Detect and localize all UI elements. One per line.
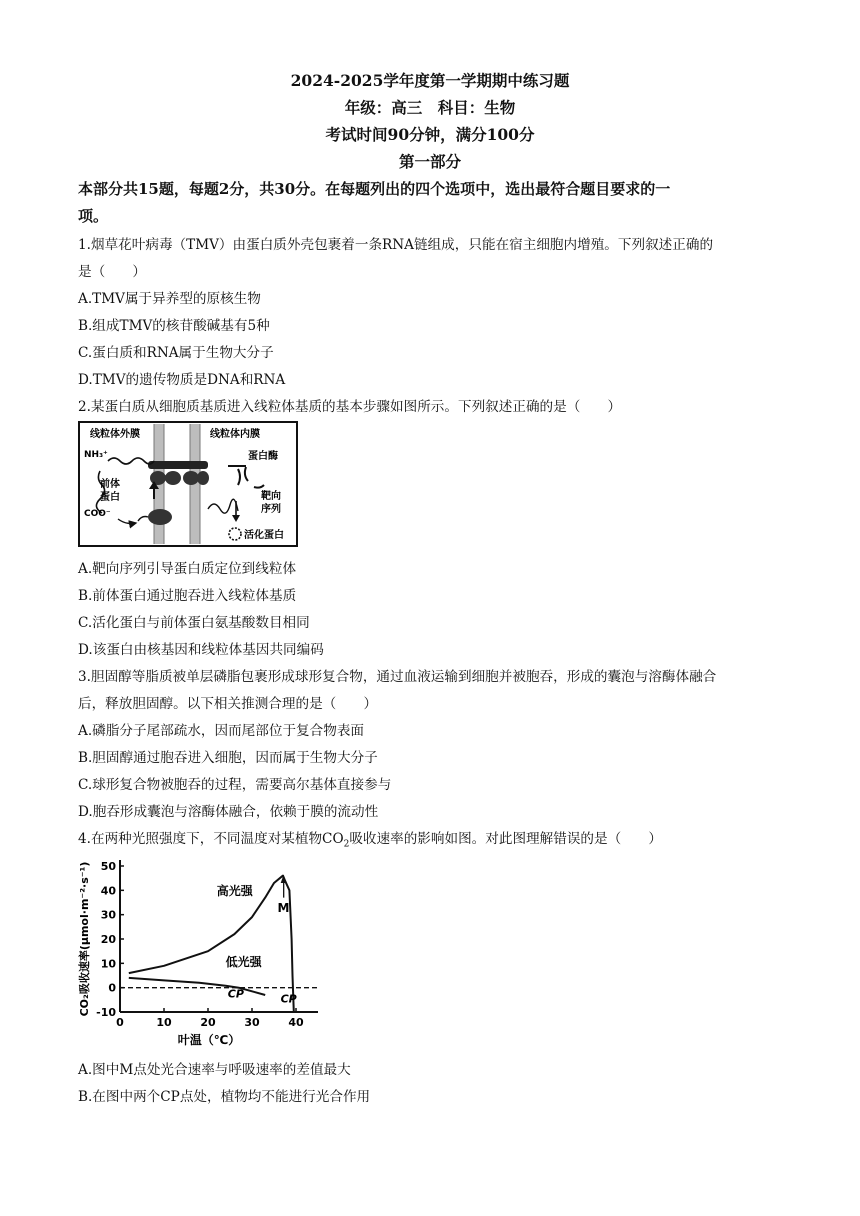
label-activated-protein: 活化蛋白 [244,530,284,541]
exam-info: 考试时间90分钟，满分100分 [325,125,535,144]
exam-title: 2024-2025学年度第一学期期中练习题 [290,71,570,90]
x-tick-label: 30 [244,1016,260,1029]
label-outer-membrane: 线粒体外膜 [90,429,140,440]
x-tick-label: 10 [156,1016,172,1029]
grade-subject: 年级：高三 科目：生物 [344,98,516,117]
label-precursor-2: 蛋白 [100,492,120,503]
label-precursor-1: 前体 [100,479,120,490]
point-cp-low-label: CP [227,987,244,1001]
series-label-high-light: 高光强 [216,884,253,899]
q1-option-a: A.TMV属于异养型的原核生物 [78,291,261,307]
q4-stem-sub: 2 [343,839,350,850]
y-tick-label: 0 [108,981,116,995]
y-tick-label: 20 [100,933,116,946]
q3-stem-line-1: 3.胆固醇等脂质被单层磷脂包裹形成球形复合物，通过血液运输到细胞并被胞吞，形成的囊泡与溶酶体融合 [78,669,717,685]
q4-option-a: A.图中M点处光合速率与呼吸速率的差值最大 [78,1062,351,1078]
point-cp-high-label: CP [280,992,297,1006]
label-protease: 蛋白酶 [248,451,278,462]
q1-option-b: B.组成TMV的核苷酸碱基有5种 [78,318,270,334]
q1-option-c: C.蛋白质和RNA属于生物大分子 [78,345,274,361]
co2-uptake-chart [74,852,334,1048]
q3-stem-line-2: 后，释放胆固醇。以下相关推测合理的是（ ） [78,696,378,712]
q2-option-c: C.活化蛋白与前体蛋白氨基酸数目相同 [78,615,310,631]
x-axis-label: 叶温（℃） [177,1033,241,1047]
label-target-1: 靶向 [261,491,281,502]
label-nh3: NH₃⁺ [84,450,108,460]
part-heading: 第一部分 [398,152,461,171]
q4-stem-pre: 4.在两种光照强度下，不同温度对某植物CO [78,831,344,847]
label-inner-membrane: 线粒体内膜 [210,429,260,440]
x-tick-label: 0 [116,1016,124,1029]
instructions-line-2: 项。 [78,207,109,225]
q4-option-b: B.在图中两个CP点处，植物均不能进行光合作用 [78,1089,371,1105]
y-tick-label: 40 [100,884,116,898]
q2-option-a: A.靶向序列引导蛋白质定位到线粒体 [78,561,297,577]
point-m-label: M [277,901,290,916]
y-axis-label: CO₂吸收速率(μmol·m⁻²·s⁻¹) [78,861,91,1017]
q2-option-b: B.前体蛋白通过胞吞进入线粒体基质 [78,588,297,604]
y-tick-label: -10 [96,1006,116,1019]
series-line-2 [129,978,265,995]
instructions-line-1: 本部分共15题，每题2分，共30分。在每题列出的四个选项中，选出最符合题目要求的一 [78,180,671,198]
q3-option-d: D.胞吞形成囊泡与溶酶体融合，依赖于膜的流动性 [78,804,379,820]
y-tick-label: 10 [100,957,116,971]
y-tick-label: 50 [100,860,116,873]
series-label-low-light: 低光强 [225,954,262,969]
q4-stem-post: 吸收速率的影响如图。对此图理解错误的是（ ） [349,831,662,847]
q3-option-c: C.球形复合物被胞吞的过程，需要高尔基体直接参与 [78,777,392,793]
q3-option-a: A.磷脂分子尾部疏水，因而尾部位于复合物表面 [78,723,365,739]
series-line-1 [129,876,294,1012]
y-tick-label: 30 [100,908,116,922]
label-target-2: 序列 [261,504,281,515]
q3-option-b: B.胆固醇通过胞吞进入细胞，因而属于生物大分子 [78,750,378,766]
q2-option-d: D.该蛋白由核基因和线粒体基因共同编码 [78,642,324,658]
mitochondrial-import-figure [78,421,298,547]
x-tick-label: 20 [200,1016,216,1029]
q1-stem-line-1: 1.烟草花叶病毒（TMV）由蛋白质外壳包裹着一条RNA链组成，只能在宿主细胞内增殖。下列叙述正确的 [78,237,714,253]
q4-stem [78,827,662,850]
q1-option-d: D.TMV的遗传物质是DNA和RNA [78,372,286,388]
label-coo: COO⁻ [84,509,111,519]
x-tick-label: 40 [288,1016,304,1029]
q1-stem-line-2: 是（ ） [78,264,146,280]
q2-stem: 2.某蛋白质从细胞质基质进入线粒体基质的基本步骤如图所示。下列叙述正确的是（ ） [78,399,622,415]
